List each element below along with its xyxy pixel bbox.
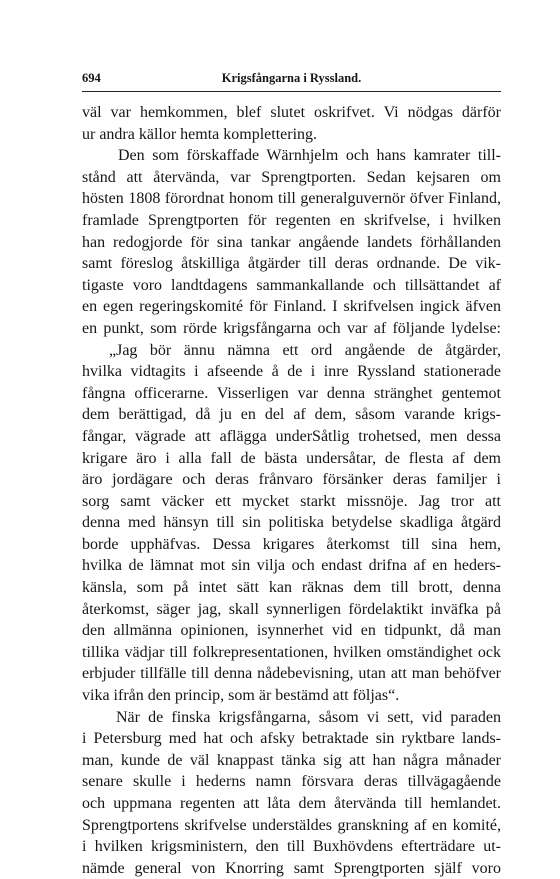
text-line: känsla, som på intet sätt kan räknas dem till brott, denna (82, 579, 501, 597)
text-line: fångar, vägrade att aflägga underSåtlig trohetsed, men dessa (82, 427, 501, 445)
text-line: i hvilken krigsministern, den till Buxhövdens efterträdare ut- (82, 838, 501, 856)
text-line: samt föreslog åtskilliga åtgärder till deras ordnande. De vik- (82, 255, 501, 273)
text-line: hösten 1808 förordnat honom till generalguvernör öfver Finland, (82, 190, 501, 208)
text-line: han redogjorde för sina tankar angående landets förhållanden (82, 233, 501, 251)
text-line: dem berättigad, då ju en del af dem, såsom varande krigs- (82, 406, 501, 424)
text-line: stånd att återvända, var Sprengtporten. Sedan kejsaren om (82, 168, 501, 186)
text-line: senare skulle i hederns namn försvara deras tillvägagående (82, 773, 501, 791)
text-line: Den som förskaffade Wärnhjelm och hans kamrater till- (118, 147, 501, 165)
text-line: väl var hemkommen, blef slutet oskrifvet. Vi nödgas därför (82, 104, 501, 121)
text-line: man, kunde de väl knappast tänka sig att han några månader (82, 751, 501, 769)
text-line: tigaste voro landtdagens sammankallande och tillsättandet af (82, 276, 501, 294)
text-line: Sprengtportens skrifvelse understäldes granskning af en komité, (82, 816, 501, 834)
text-line: sorg samt väcker ett mycket starkt missnöje. Jag tror att (82, 492, 501, 510)
text-line: När de finska krigsfångarna, såsom vi sett, vid paraden (116, 708, 501, 726)
page-number: 694 (82, 71, 101, 85)
text-line: och uppmana regenten att låta dem återvända till hemlandet. (82, 795, 501, 812)
text-line: återkomst, säger jag, skall synnerligen fördelaktikt inväfka på (82, 600, 501, 618)
text-line: „Jag bör ännu nämna ett ord angående de åtgärder, (109, 341, 501, 359)
text-line: en egen regeringskomité för Finland. I skrifvelsen ingick äfven (82, 298, 501, 316)
page-header (82, 67, 501, 89)
text-line: den allmänna opinionen, isynnerhet vid en tidpunkt, då man (82, 622, 501, 640)
text-line: framlade Sprengtporten för regenten en skrifvelse, i hvilken (82, 211, 501, 229)
text-line: äro jordägare och deras frånvaro försänker deras familjer i (82, 471, 501, 489)
text-line: ur andra källor hemta komplettering. (82, 125, 318, 143)
text-line: hvilka de lämnat mot sin vilja och endast drifna af en heders- (82, 557, 501, 575)
text-line: erbjuder tillfälle till denna nådebevisning, utan att man behöfver (82, 665, 501, 683)
text-line: en punkt, som rörde krigsfångarna och var af följande lydelse: (82, 319, 501, 337)
running-title: Krigsfångarna i Ryssland. (221, 71, 362, 85)
body-text (82, 102, 501, 879)
text-line: tillika vädjar till folkrepresentationen, hvilken omständighet ock (82, 643, 501, 661)
text-line: fångna officerarne. Visserligen var denna stränghet gentemot (82, 384, 501, 402)
header-rule (82, 91, 501, 92)
text-line: borde upphäfvas. Dessa krigares återkomst till sina hem, (82, 535, 501, 553)
text-line: denna med hänsyn till sin politiska betydelse skadliga åtgärd (82, 514, 501, 532)
text-line: nämde general von Knorring samt Sprengtporten själf voro (82, 859, 501, 877)
text-line: hvilka vidtagits i afseende å de i inre Ryssland stationerade (82, 363, 501, 381)
text-line: krigare äro i alla fall de bästa undersåtar, de flesta af dem (82, 449, 501, 467)
text-line: vika ifrån den princip, som är bestämd att följas“. (82, 687, 400, 705)
text-line: i Petersburg med hat och afsky betraktade sin ryktbare lands- (82, 730, 501, 748)
